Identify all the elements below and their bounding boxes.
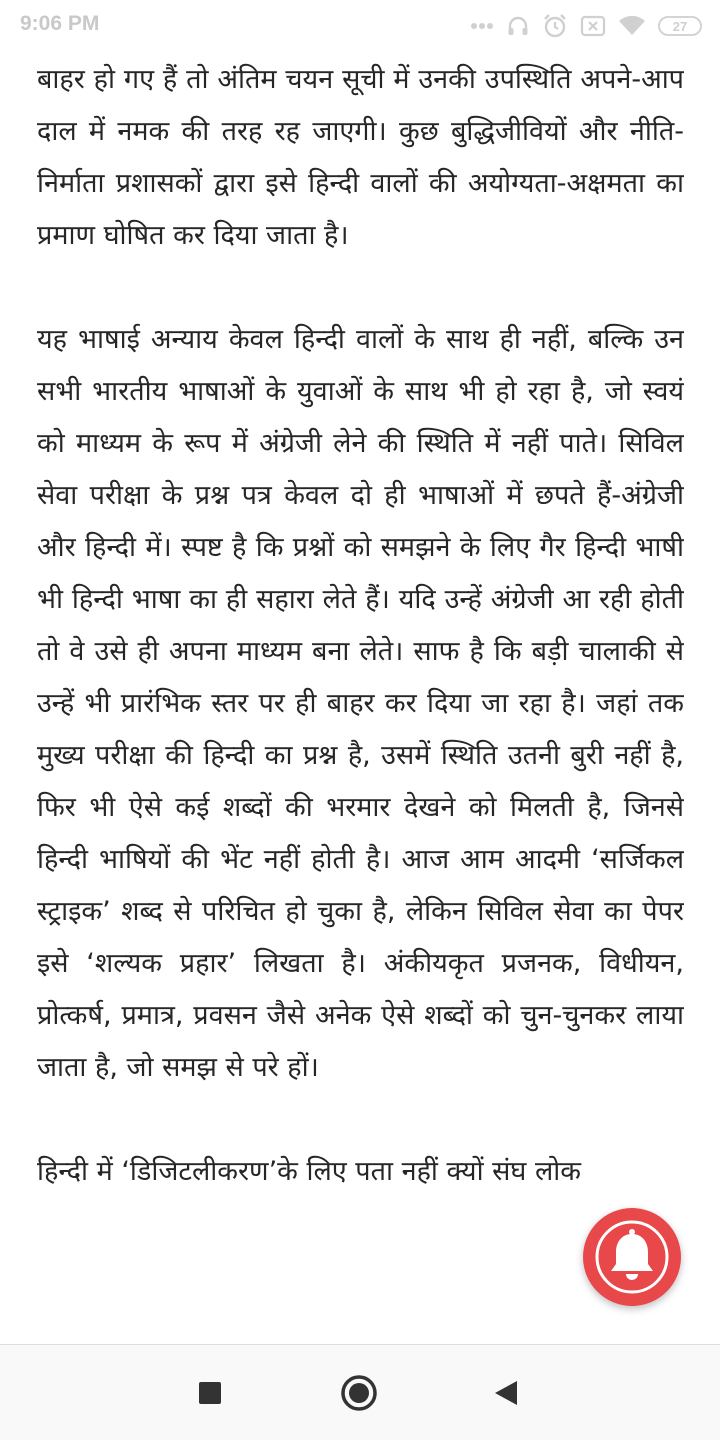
status-bar (0, 0, 720, 52)
notification-bell-button[interactable] (583, 1208, 681, 1306)
article-body (37, 54, 684, 1344)
article-paragraph: यह भाषाई अन्याय केवल हिन्दी वालों के साथ ही नहीं, बल्कि उन सभी भारतीय भाषाओं के युवाओं के साथ भी हो रहा है, जो स्वयं को माध्यम के रूप में अंग्रेजी लेने की स्थिति में नहीं पाते। सिविल सेवा परीक्षा के प्रश्न पत्र केवल दो ही भाषाओं में छपते हैं-अंग्रेजी और हिन्दी में। स्पष्ट है कि प्रश्नों को समझने के लिए गैर हिन्दी भाषी भी हिन्दी भाषा का ही सहारा लेते हैं। यदि उन्हें अंग्रेजी आ रही होती तो वे उसे ही अपना माध्यम बना लेते। साफ है कि बड़ी चालाकी से उन्हें भी प्रारंभिक स्तर पर ही बाहर कर दिया जा रहा है। जहां तक मुख्य परीक्षा की हिन्दी का प्रश्न है, उसमें स्थिति उतनी बुरी नहीं है, फिर भी ऐसे कई शब्दों की भरमार देखने को मिलती है, जिनसे हिन्दी भाषियों की भेंट नहीं होती है। आज आम आदमी ‘सर्जिकल स्ट्राइक’ शब्द से परिचित हो चुका है, लेकिन सिविल सेवा का पेपर इसे ‘शल्यक प्रहार’ लिखता है। अंकीयकृत प्रजनक, विधीयन, प्रोत्कर्ष, प्रमात्र, प्रवसन जैसे अनेक ऐसे शब्दों को चुन-चुनकर लाया जाता है, जो समझ से परे हों। (37, 324, 684, 1083)
alarm-icon (542, 13, 568, 39)
article-paragraph: बाहर हो गए हैं तो अंतिम चयन सूची में उनकी उपस्थिति अपने-आप दाल में नमक की तरह रह जाएगी। कुछ बुद्धिजीवियों और नीति-निर्माता प्रशासकों द्वारा इसे हिन्दी वालों की अयोग्यता-अक्षमता का प्रमाण घोषित कर दिया जाता है। (37, 64, 684, 251)
article-paragraph: हिन्दी में ‘डिजिटलीकरण’के लिए पता नहीं क्यों संघ लोक (37, 1156, 581, 1187)
back-button[interactable] (482, 1369, 530, 1417)
home-button[interactable] (335, 1369, 383, 1417)
bell-icon (592, 1217, 672, 1297)
battery-indicator (658, 16, 702, 36)
more-dots-icon (470, 22, 494, 30)
recents-button[interactable] (186, 1369, 234, 1417)
status-icons (470, 10, 702, 42)
battery-level: 27 (672, 18, 688, 34)
no-sim-icon (580, 15, 606, 37)
headset-icon (506, 14, 530, 38)
circle-icon (340, 1374, 378, 1412)
navigation-bar (0, 1344, 720, 1440)
triangle-back-icon (493, 1379, 519, 1407)
status-time: 9:06 PM (20, 12, 100, 35)
wifi-icon (618, 15, 646, 37)
square-icon (198, 1381, 222, 1405)
